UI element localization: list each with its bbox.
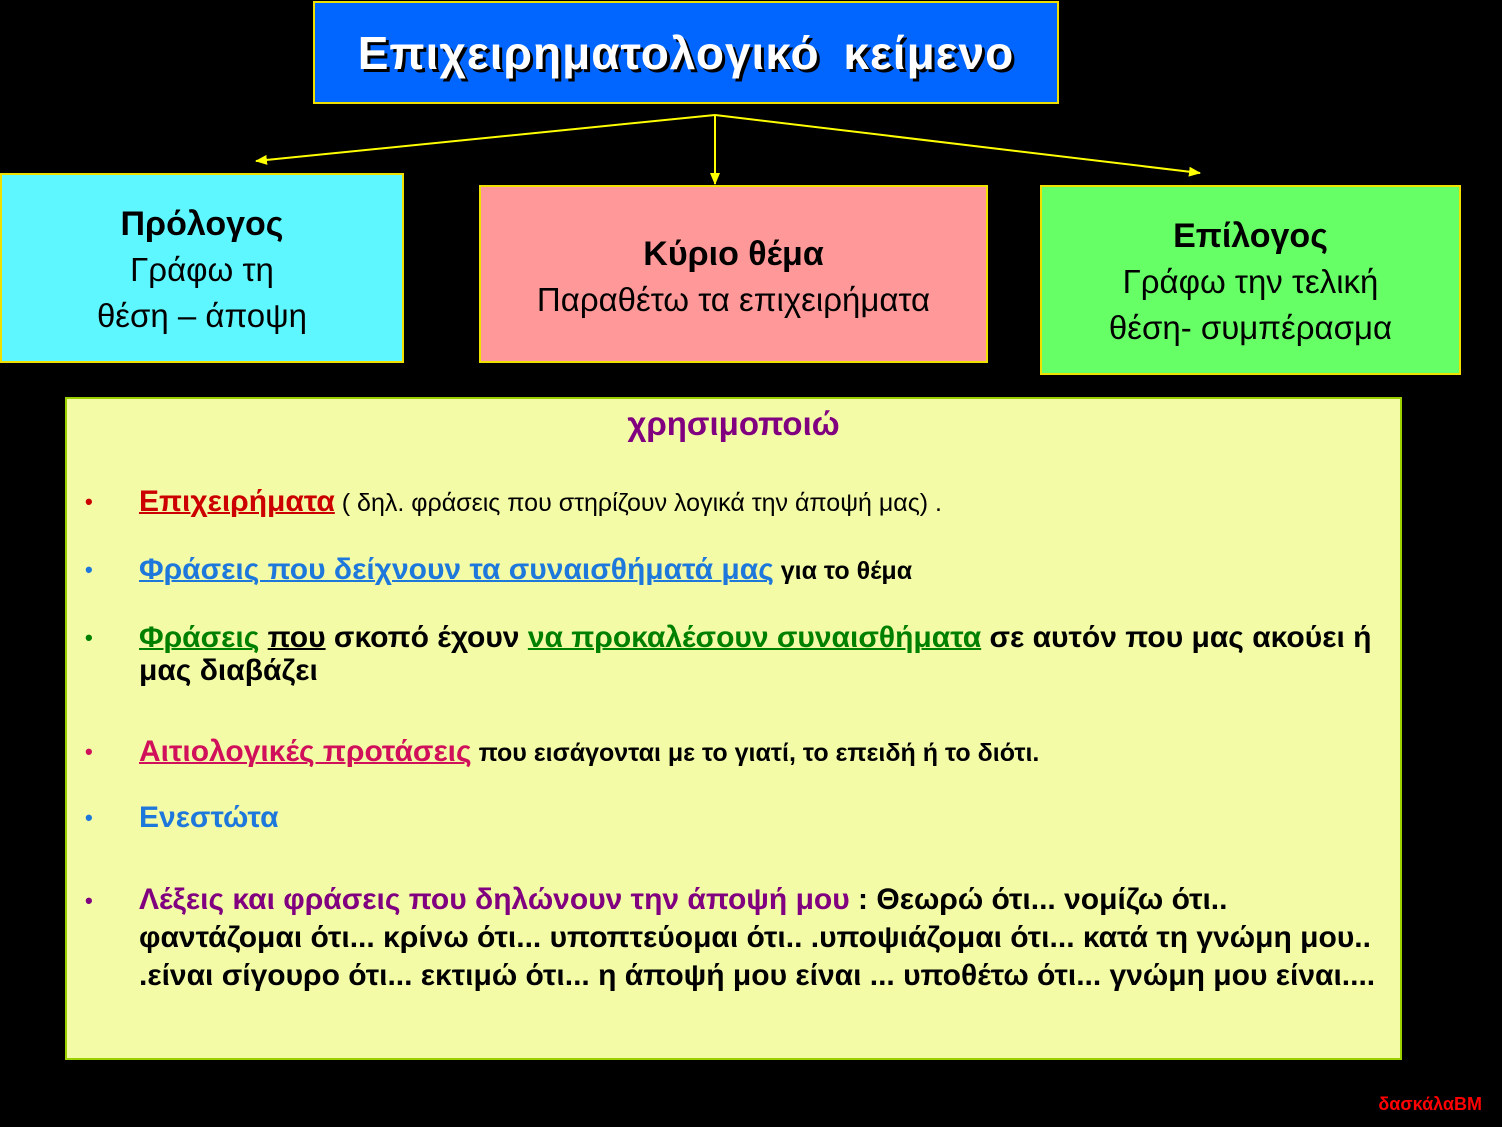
prologue-box: [0, 173, 404, 363]
bullet-marker: •: [85, 625, 93, 650]
item-text: : Θεωρώ ότι... νομίζω ότι.. φαντάζομαι ότι... κρίνω ότι... υποπτεύομαι ότι.. .υποψιάζομαι ότι... κατά τη γνώμη μου.. .είναι σίγουρο ότι... εκτιμώ ότι... η άποψή μου είναι ... υποθέτω ότι... γνώμη μου είναι....: [139, 883, 1376, 992]
main-topic-box: [479, 185, 988, 363]
item-text: [259, 621, 267, 654]
arrow-to-epilogue: [715, 115, 1200, 173]
item-highlight: Αιτιολογικές προτάσεις: [139, 735, 472, 768]
item-text: σκοπό έχουν: [325, 621, 528, 654]
author-signature: δασκάλαBM: [1378, 1094, 1482, 1114]
item-text: που: [267, 621, 326, 654]
epilogue-box: [1040, 185, 1461, 375]
item-highlight: Επιχειρήματα: [139, 485, 335, 518]
bullet-marker: •: [85, 489, 93, 514]
prologue-heading: Πρόλογος: [120, 205, 284, 243]
item-text: για το θέμα: [773, 557, 913, 585]
list-item-provoke-emotions: [139, 621, 1384, 687]
list-item-arguments: [139, 485, 1384, 520]
item-text: που εισάγονται με το γιατί, το επειδή ή το διότι.: [471, 739, 1040, 767]
item-highlight: να προκαλέσουν συναισθήματα: [527, 621, 982, 654]
diagram-title: Επιχειρηματολογικό κείμενο: [357, 26, 1015, 79]
epilogue-line-2: θέση- συμπέρασμα: [1108, 309, 1393, 346]
epilogue-heading: Επίλογος: [1173, 217, 1328, 255]
arrow-to-prologue: [256, 115, 715, 161]
list-item-present-tense: [139, 801, 1384, 834]
bullet-marker: •: [85, 805, 93, 830]
prologue-line-2: θέση – άποψη: [96, 297, 308, 334]
item-highlight: Φράσεις: [139, 621, 260, 654]
list-item-opinion-phrases: [139, 881, 1384, 995]
item-highlight: Ενεστώτα: [139, 801, 279, 834]
bullet-marker: •: [85, 557, 93, 582]
main-topic-line-1: Παραθέτω τα επιχειρήματα: [536, 281, 931, 318]
uses-heading: χρησιμοποιώ: [627, 405, 840, 442]
uses-box: [65, 397, 1402, 1060]
item-highlight: Φράσεις που δείχνουν τα συναισθήματά μας: [139, 553, 774, 586]
list-item-causal-clauses: [139, 735, 1384, 770]
main-topic-heading: Κύριο θέμα: [643, 235, 824, 273]
epilogue-line-1: Γράφω την τελική: [1122, 263, 1379, 300]
item-highlight: Λέξεις και φράσεις που δηλώνουν την άποψή μου: [139, 883, 850, 916]
item-text: σε αυτόν που μας ακούει ή μας διαβάζει: [139, 621, 1372, 687]
prologue-line-1: Γράφω τη: [130, 251, 274, 288]
bullet-marker: •: [85, 739, 93, 764]
item-text: ( δηλ. φράσεις που στηρίζουν λογικά την άποψή μας) .: [334, 489, 942, 517]
list-item-emotions: [139, 553, 1384, 588]
bullet-marker: •: [85, 888, 93, 913]
title-box: [313, 1, 1059, 104]
